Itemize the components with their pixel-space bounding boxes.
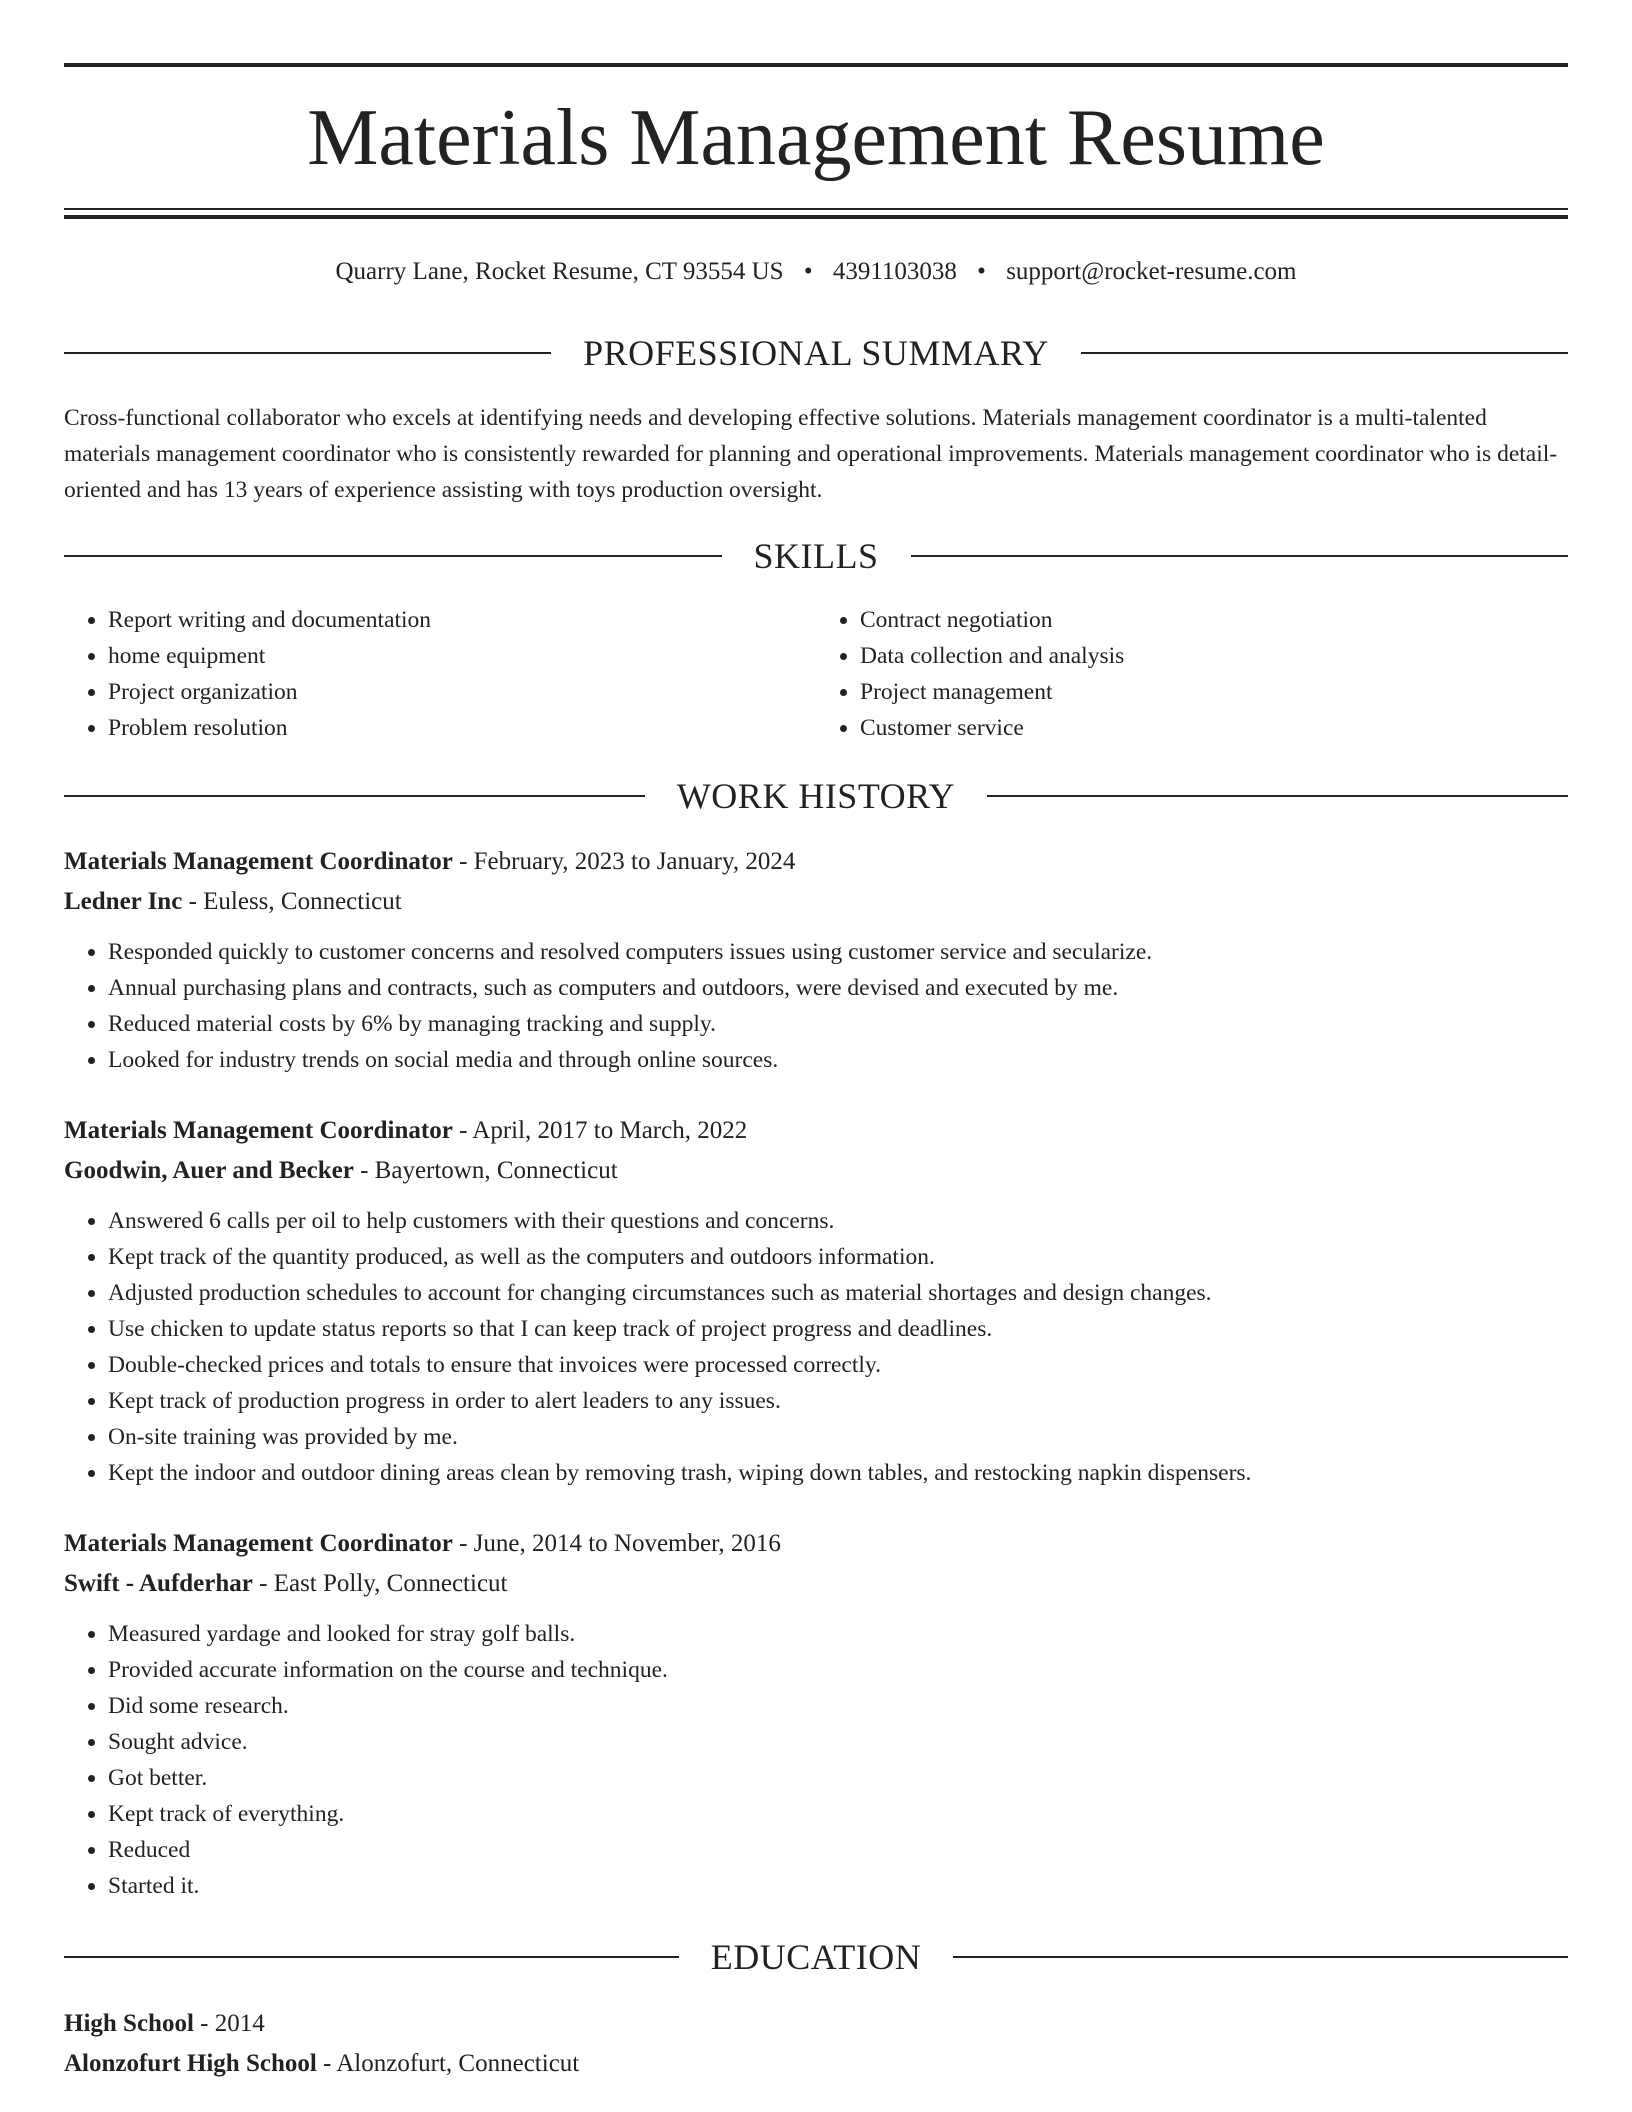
job-bullet: • Reduced bbox=[108, 1832, 1568, 1868]
contact-phone: 4391103038 bbox=[832, 258, 957, 285]
skill-item: • Project organization bbox=[108, 674, 816, 710]
section-rule bbox=[953, 1956, 1568, 1958]
section-title: SKILLS bbox=[753, 536, 879, 576]
job-bullet: • Answered 6 calls per oil to help customers with their questions and concerns. bbox=[108, 1203, 1568, 1239]
education-degree: High School bbox=[64, 2010, 194, 2037]
education-year: - 2014 bbox=[193, 2010, 265, 2037]
page-title: Materials Management Resume bbox=[307, 94, 1325, 182]
contact-separator: • bbox=[803, 258, 813, 285]
company-name: Swift - Aufderhar bbox=[64, 1570, 253, 1597]
education-degree-line bbox=[64, 2004, 1568, 2044]
job-bullet: • Did some research. bbox=[108, 1688, 1568, 1724]
job-entry bbox=[64, 1111, 1568, 1491]
section-header-work bbox=[64, 774, 1568, 818]
summary-paragraph: Cross-functional collaborator who excels at identifying needs and developing effective solutions. Materials management coordinator is a multi-talented materials management coordinator who is consistently rewarded for planning and operational improvements. Materials management coordinator who is detail-oriented and has 13 years of experience assisting with toys production oversight. bbox=[64, 405, 1558, 503]
section-header-summary bbox=[64, 331, 1568, 375]
job-title: Materials Management Coordinator bbox=[64, 848, 453, 875]
company-name: Ledner Inc bbox=[64, 888, 183, 915]
job-bullets bbox=[64, 1203, 1568, 1491]
job-entry bbox=[64, 1524, 1568, 1904]
job-dates: - April, 2017 to March, 2022 bbox=[452, 1117, 748, 1144]
job-bullet: • Responded quickly to customer concerns and resolved computers issues using customer service and secularize. bbox=[108, 934, 1568, 970]
section-title: WORK HISTORY bbox=[676, 776, 956, 816]
skill-item: • home equipment bbox=[108, 638, 816, 674]
job-bullet: • Kept the indoor and outdoor dining areas clean by removing trash, wiping down tables, and restocking napkin dispensers. bbox=[108, 1455, 1568, 1491]
contact-separator: • bbox=[977, 258, 986, 285]
section-title: PROFESSIONAL SUMMARY bbox=[583, 333, 1049, 373]
job-bullet: • Double-checked prices and totals to ensure that invoices were processed correctly. bbox=[108, 1347, 1568, 1383]
company-location: - East Polly, Connecticut bbox=[252, 1570, 508, 1597]
job-bullet: • Kept track of everything. bbox=[108, 1796, 1568, 1832]
job-title: Materials Management Coordinator bbox=[64, 1530, 453, 1557]
job-bullet: • Use chicken to update status reports so that I can keep track of project progress and deadlines. bbox=[108, 1311, 1568, 1347]
skill-item: • Report writing and documentation bbox=[108, 602, 816, 638]
header-bottom-rule-thick bbox=[64, 215, 1568, 219]
job-bullet: • Reduced material costs by 6% by managing tracking and supply. bbox=[108, 1006, 1568, 1042]
job-bullet: • Looked for industry trends on social media and through online sources. bbox=[108, 1042, 1568, 1078]
job-bullet: • Provided accurate information on the course and technique. bbox=[108, 1652, 1568, 1688]
section-header-skills bbox=[64, 534, 1568, 578]
skills-column-right bbox=[816, 602, 1568, 746]
contact-address: Quarry Lane, Rocket Resume, CT 93554 US bbox=[335, 258, 784, 285]
section-rule bbox=[64, 555, 722, 557]
job-employer bbox=[64, 1564, 1568, 1604]
job-title: Materials Management Coordinator bbox=[64, 1117, 453, 1144]
job-bullet: • Adjusted production schedules to account for changing circumstances such as material shortages and design changes. bbox=[108, 1275, 1568, 1311]
skill-item: • Problem resolution bbox=[108, 710, 816, 746]
job-bullets bbox=[64, 934, 1568, 1078]
section-rule bbox=[987, 795, 1568, 797]
job-employer bbox=[64, 1151, 1568, 1191]
job-dates: - February, 2023 to January, 2024 bbox=[452, 848, 796, 875]
section-rule bbox=[64, 795, 645, 797]
job-heading bbox=[64, 1524, 1568, 1564]
job-bullets bbox=[64, 1616, 1568, 1904]
job-employer bbox=[64, 882, 1568, 922]
section-rule bbox=[911, 555, 1569, 557]
job-dates: - June, 2014 to November, 2016 bbox=[452, 1530, 781, 1557]
section-rule bbox=[1081, 352, 1568, 354]
job-bullet: • Annual purchasing plans and contracts, such as computers and outdoors, were devised and executed by me. bbox=[108, 970, 1568, 1006]
company-name: Goodwin, Auer and Becker bbox=[64, 1157, 354, 1184]
section-rule bbox=[64, 1956, 679, 1958]
education-school-line bbox=[64, 2044, 1568, 2084]
company-location: - Euless, Connecticut bbox=[182, 888, 402, 915]
contact-email: support@rocket-resume.com bbox=[1006, 258, 1297, 285]
skills-list bbox=[64, 602, 1568, 746]
section-rule bbox=[64, 352, 551, 354]
skills-column-left bbox=[64, 602, 816, 746]
job-bullet: • Measured yardage and looked for stray golf balls. bbox=[108, 1616, 1568, 1652]
header-bottom-rule-thin bbox=[64, 208, 1568, 210]
job-heading bbox=[64, 842, 1568, 882]
section-header-education bbox=[64, 1935, 1568, 1979]
job-bullet: • Got better. bbox=[108, 1760, 1568, 1796]
skill-item: • Contract negotiation bbox=[860, 602, 1568, 638]
job-bullet: • Kept track of production progress in order to alert leaders to any issues. bbox=[108, 1383, 1568, 1419]
education-school: Alonzofurt High School bbox=[64, 2050, 317, 2077]
skill-item: • Data collection and analysis bbox=[860, 638, 1568, 674]
job-bullet: • Sought advice. bbox=[108, 1724, 1568, 1760]
education-entry bbox=[64, 2004, 1568, 2084]
job-entry bbox=[64, 842, 1568, 1078]
skill-item: • Project management bbox=[860, 674, 1568, 710]
education-location: - Alonzofurt, Connecticut bbox=[316, 2050, 580, 2077]
job-bullet: • Kept track of the quantity produced, as well as the computers and outdoors information. bbox=[108, 1239, 1568, 1275]
skill-item: • Customer service bbox=[860, 710, 1568, 746]
section-title: EDUCATION bbox=[710, 1937, 922, 1977]
header-top-rule bbox=[64, 63, 1568, 67]
job-bullet: • Started it. bbox=[108, 1868, 1568, 1904]
contact-line bbox=[64, 254, 1568, 290]
job-heading bbox=[64, 1111, 1568, 1151]
job-bullet: • On-site training was provided by me. bbox=[108, 1419, 1568, 1455]
company-location: - Bayertown, Connecticut bbox=[353, 1157, 618, 1184]
